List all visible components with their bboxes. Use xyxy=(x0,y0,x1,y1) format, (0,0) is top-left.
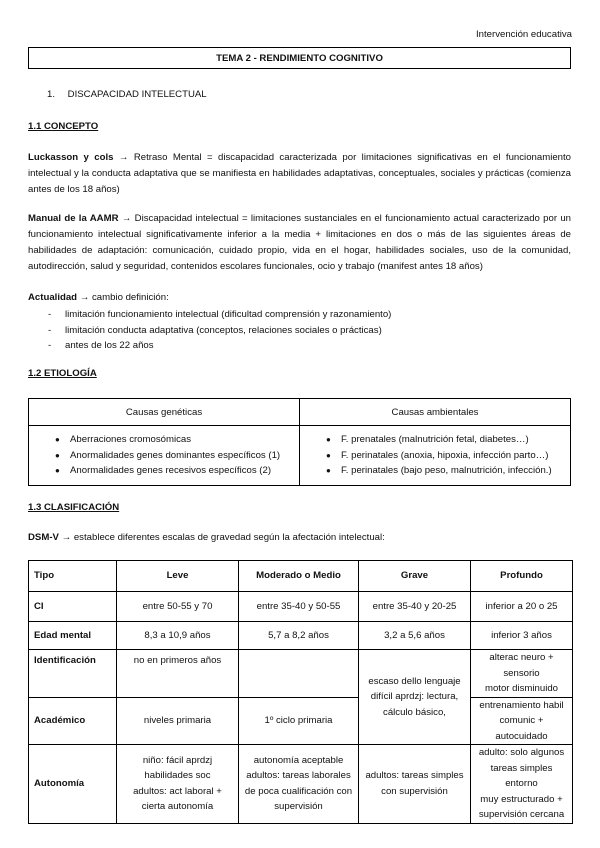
table-row: CI entre 50-55 y 70 entre 35-40 y 50-55 entre 35-40 y 20-25 inferior a 20 o 25 xyxy=(29,592,573,622)
classification-table xyxy=(28,560,573,824)
genetic-causes-cell xyxy=(29,426,300,486)
list-item: - antes de los 22 años xyxy=(48,340,154,351)
definition-criteria-list xyxy=(28,307,391,354)
luckasson-text: → Retraso Mental = discapacidad caracterizada por limitaciones significativas en el funcionamiento intelectual y la conducta adaptativa que se manifiesta en habilidades adaptativas, conceptuales, sociales y prácticas (comienza antes de los 18 años) xyxy=(28,152,571,195)
section-1-label: DISCAPACIDAD INTELECTUAL xyxy=(67,89,207,100)
actualidad-text: → cambio definición: xyxy=(77,292,169,303)
running-header: Intervención educativa xyxy=(476,29,572,40)
bullet-icon: ● xyxy=(55,466,60,475)
list-item: ● Anormalidades genes recesivos específicos (2) xyxy=(47,463,299,479)
list-item: ● F. prenatales (malnutrición fetal, diabetes…) xyxy=(318,432,570,448)
environmental-causes-cell xyxy=(300,426,571,486)
grave-merged-cell: escaso dello lenguaje difícil aprdzj: lectura, cálculo básico, xyxy=(359,650,471,745)
list-item: ● Aberraciones cromosómicas xyxy=(47,432,299,448)
col-header-moderado: Moderado o Medio xyxy=(239,561,359,592)
list-item: ● F. perinatales (anoxia, hipoxia, infección parto…) xyxy=(318,448,570,464)
table-row: Identificación no en primeros años escaso dello lenguaje difícil aprdzj: lectura, cálculo básico, alterac neuro + sensorio motor disminuido xyxy=(29,650,573,698)
list-item: ● F. perinatales (bajo peso, malnutrición, infección.) xyxy=(318,463,570,479)
heading-concepto: 1.1 CONCEPTO xyxy=(28,121,99,132)
page-title: TEMA 2 - RENDIMIENTO COGNITIVO xyxy=(28,47,571,69)
environmental-causes-header: Causas ambientales xyxy=(300,399,571,426)
bullet-icon: ● xyxy=(326,450,331,460)
col-header-grave: Grave xyxy=(359,561,471,592)
col-header-leve: Leve xyxy=(117,561,239,592)
dsm-text: → establece diferentes escalas de gravedad según la afectación intelectual: xyxy=(58,532,385,543)
col-header-profundo: Profundo xyxy=(471,561,573,592)
col-header-tipo: Tipo xyxy=(29,561,117,592)
actualidad-label: Actualidad xyxy=(28,292,78,303)
heading-etiologia: 1.2 ETIOLOGÍA xyxy=(28,368,97,379)
aamr-source: Manual de la AAMR xyxy=(28,213,119,224)
bullet-icon: ● xyxy=(326,466,331,475)
paragraph-actualidad xyxy=(28,290,571,306)
table-row: Académico niveles primaria 1º ciclo primaria entrenamiento habil comunic + autocuidado xyxy=(29,697,573,745)
list-item: - limitación conducta adaptativa (conceptos, relaciones sociales o prácticas) xyxy=(48,324,382,336)
heading-clasificacion: 1.3 CLASIFICACIÓN xyxy=(28,502,120,513)
bullet-icon: ● xyxy=(55,435,60,444)
genetic-causes-header: Causas genéticas xyxy=(29,399,300,426)
paragraph-dsm xyxy=(28,530,571,546)
luckasson-author: Luckasson y cols xyxy=(28,152,114,163)
bullet-icon: ● xyxy=(326,435,331,444)
list-item: ● Anormalidades genes dominantes específicos (1) xyxy=(47,448,299,464)
paragraph-luckasson xyxy=(28,150,571,198)
aamr-text: → Discapacidad intelectual = limitaciones sustanciales en el funcionamiento actual caracterizado por un funcionamiento intelectual significativamente inferior a la media + limitaciones en dos o más de las siguientes áreas de habilidades de adaptación: comunicación, cuidado propio, vida en el hogar, habilidades sociales, uso de la comunidad, autodirección, salud y seguridad, contenidos escolares funcionales, ocio y trabajo (manifest antes 18 años) xyxy=(28,213,571,272)
section-1-title xyxy=(47,89,207,100)
table-row: Autonomía niño: fácil aprdzj habilidades soc adultos: act laboral + cierta autonomía autonomía aceptable adultos: tareas laborales de poca cualificación con supervisión adultos: tareas simples con supervisión adulto: solo algunos tareas simples entorno muy estructurado + supervisión cercana xyxy=(29,745,573,824)
dsm-label: DSM-V xyxy=(28,532,59,543)
section-1-number: 1. xyxy=(47,89,56,100)
bullet-icon: ● xyxy=(55,450,60,460)
list-item: - limitación funcionamiento intelectual (dificultad comprensión y razonamiento) xyxy=(48,309,392,320)
table-row: Edad mental 8,3 a 10,9 años 5,7 a 8,2 años 3,2 a 5,6 años inferior 3 años xyxy=(29,622,573,650)
causes-table xyxy=(28,398,571,486)
table-header-row xyxy=(29,561,573,592)
paragraph-aamr xyxy=(28,211,571,275)
